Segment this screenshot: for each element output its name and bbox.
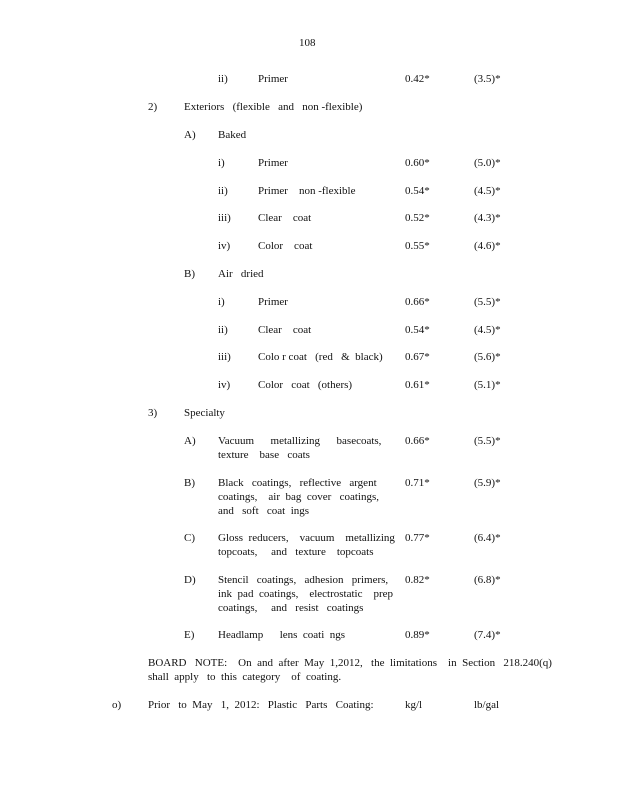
- section-num: 2): [148, 101, 158, 113]
- board-note-line: BOARD NOTE: On and after May 1,2012, the limitations in Section 218.240(q): [148, 657, 552, 669]
- specialty-label-line: and soft coat ings: [218, 505, 310, 517]
- row-lb: (3.5)*: [474, 73, 501, 85]
- row-lb: (5.1)*: [474, 379, 501, 391]
- row-num: iv): [218, 379, 231, 391]
- row-num: iii): [218, 212, 231, 224]
- unit-lb-header: lb/gal: [474, 699, 500, 711]
- row-num: i): [218, 296, 225, 308]
- row-lb: (5.0)*: [474, 157, 501, 169]
- board-note-line: shall apply to this category of coating.: [148, 671, 342, 683]
- row-label: Color coat (others): [258, 379, 353, 391]
- page-number: 108: [299, 37, 316, 49]
- section-o-heading: Prior to May 1, 2012: Plastic Parts Coating:: [148, 699, 374, 711]
- row-num: ii): [218, 73, 228, 85]
- row-lb: (5.5)*: [474, 296, 501, 308]
- subsection-heading: Baked: [218, 129, 247, 141]
- subsection-num: B): [184, 268, 195, 280]
- section-heading: Specialty: [184, 407, 225, 419]
- row-kg: 0.54*: [405, 324, 430, 336]
- row-label: Color coat: [258, 240, 313, 252]
- unit-kg-header: kg/l: [405, 699, 423, 711]
- section-o-num: o): [112, 699, 122, 711]
- specialty-label-line: ink pad coatings, electrostatic prep: [218, 588, 394, 600]
- row-label: Primer non -flexible: [258, 185, 356, 197]
- row-lb: (4.6)*: [474, 240, 501, 252]
- specialty-label-line: topcoats, and texture topcoats: [218, 546, 374, 558]
- row-label: Clear coat: [258, 324, 312, 336]
- subsection-heading: Air dried: [218, 268, 264, 280]
- specialty-label-line: texture base coats: [218, 449, 310, 461]
- row-label: Primer: [258, 157, 288, 169]
- row-num: ii): [218, 185, 228, 197]
- row-kg: 0.55*: [405, 240, 430, 252]
- row-lb: (4.5)*: [474, 324, 501, 336]
- specialty-label-line: Gloss reducers, vacuum metallizing: [218, 532, 395, 544]
- row-num: iii): [218, 351, 231, 363]
- row-lb: (7.4)*: [474, 629, 501, 641]
- section-heading: Exteriors (flexible and non -flexible): [184, 101, 363, 113]
- row-lb: (6.8)*: [474, 574, 501, 586]
- row-label: Clear coat: [258, 212, 312, 224]
- row-lb: (4.5)*: [474, 185, 501, 197]
- row-kg: 0.82*: [405, 574, 430, 586]
- row-num: i): [218, 157, 225, 169]
- row-num: iv): [218, 240, 231, 252]
- specialty-num: B): [184, 477, 195, 489]
- row-num: ii): [218, 324, 228, 336]
- row-kg: 0.71*: [405, 477, 430, 489]
- subsection-num: A): [184, 129, 196, 141]
- row-lb: (5.6)*: [474, 351, 501, 363]
- specialty-label-line: Stencil coatings, adhesion primers,: [218, 574, 389, 586]
- specialty-num: D): [184, 574, 196, 586]
- row-label: Primer: [258, 73, 288, 85]
- specialty-label-line: coatings, and resist coatings: [218, 602, 364, 614]
- row-kg: 0.54*: [405, 185, 430, 197]
- row-kg: 0.61*: [405, 379, 430, 391]
- specialty-num: A): [184, 435, 196, 447]
- row-kg: 0.67*: [405, 351, 430, 363]
- row-kg: 0.52*: [405, 212, 430, 224]
- specialty-num: C): [184, 532, 195, 544]
- row-label: Colo r coat (red & black): [258, 351, 383, 363]
- row-label: Primer: [258, 296, 288, 308]
- row-lb: (6.4)*: [474, 532, 501, 544]
- specialty-label-line: coatings, air bag cover coatings,: [218, 491, 379, 503]
- row-kg: 0.66*: [405, 296, 430, 308]
- row-kg: 0.66*: [405, 435, 430, 447]
- row-lb: (5.9)*: [474, 477, 501, 489]
- row-kg: 0.89*: [405, 629, 430, 641]
- specialty-num: E): [184, 629, 195, 641]
- specialty-label-line: Headlamp lens coati ngs: [218, 629, 346, 641]
- specialty-label-line: Black coatings, reflective argent: [218, 477, 377, 489]
- row-lb: (5.5)*: [474, 435, 501, 447]
- row-lb: (4.3)*: [474, 212, 501, 224]
- row-kg: 0.42*: [405, 73, 430, 85]
- section-num: 3): [148, 407, 158, 419]
- row-kg: 0.77*: [405, 532, 430, 544]
- specialty-label-line: Vacuum metallizing basecoats,: [218, 435, 382, 447]
- row-kg: 0.60*: [405, 157, 430, 169]
